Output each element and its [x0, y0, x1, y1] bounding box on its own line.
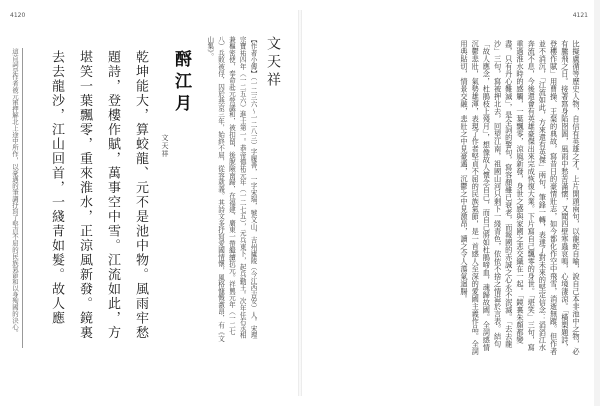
author-note: 【作者小傳】（一二三六～一二八三）字履善，一字宋瑞，號文山，吉州廬陵（今江西吉安）人。宋理宗寶祐四年（一二五六）進士第一。恭帝德祐元年（一二七五），元兵東下，起兵勤王。次年任右丞相兼樞密使，奉命赴元營議和，被扣留，後脫險南歸，在福建、廣東一帶繼續抗元。祥興元年（一二七八）兵敗被俘，囚於燕京三年，始終不屈，從容就義。其詩文多抒寫愛國情懷，風格慷慨激昂，有《文山集》。: [205, 36, 257, 342]
page-number-right: 4121: [572, 12, 588, 19]
poem-line-3: 堪笑一葉飄零，重來淮水，正涼風新發。鏡裏: [77, 50, 92, 340]
poem-line-2: 題詩，登樓作賦，萬事空中雪。江流如此，方: [105, 50, 120, 340]
commentary-body: 比擬盧循等歷史人物，自信有英雄之才。上片開頭兩句，以龍蛇自喻，說自己本非池中之物，必有騰飛之日。接著寫身陷囹圄，風雨中愁苦滿懷，又聞四壁寒蟲哀鳴，心境淒涼。「橫槊題詩，登樓作賦」用曹操、王粲的典故，寫昔日的豪情壯志，如今都化作空中飛雪，消逝無蹤。但作者並不消沉，「江流如此，方來還有英傑」兩句，筆鋒一轉，表達了對未來的堅定信念：滔滔江水奔流不息，今後還會有英雄豪傑出來完成恢復大業。下片寫自己飄零的身世。「堪笑」三句，寫重過淮水時的感觸，一葉飄零，涼風新發，身世之感與家國之悲交織在一起。「鏡裏朱顏都變盡，只有丹心難滅」，是全詞的警句，寫容顏雖已衰老，而報國的赤誠之心永不泯滅。「去去龍沙」三句，寫被押北去，回望江南，祖國山河只剩下一綫青色，依依不捨之情溢於言表。結句「故人應念，杜鵑枝上殘月」，想像故人懷念自己，而自己將如杜鵑啼血，魂歸故國。全詞感情沉鬱悲壯，氣勢雄渾，表現了作者堅貞不屈的民族氣節，是一首感人至深的愛國主義作品。全詞用典貼切，情景交融，悲壯之中見豪邁，沉鬱之中見激昂，讀之令人蕩氣迴腸。: [459, 40, 581, 355]
footnote: 這首詞是作者被元軍押解北上途中所作，以豪邁的筆調抒寫了堅貞不屈的民族氣節和以身殉國的決心。: [11, 48, 19, 336]
poem-line-1: 乾坤能大，算蛟龍、元不是池中物。風雨牢愁: [133, 50, 148, 340]
poem-line-4: 去去龍沙，江山回首，一綫青如髮。故人應: [49, 50, 64, 326]
footnote-rule-left: [22, 48, 23, 348]
book-gutter: [298, 10, 302, 396]
author-heading: 文天祥: [265, 36, 281, 90]
poem-title: 酹江月: [171, 50, 191, 116]
page-number-left: 4120: [10, 12, 26, 19]
scan-edge-right: [594, 0, 600, 406]
poem-author: 文天祥: [161, 134, 169, 158]
